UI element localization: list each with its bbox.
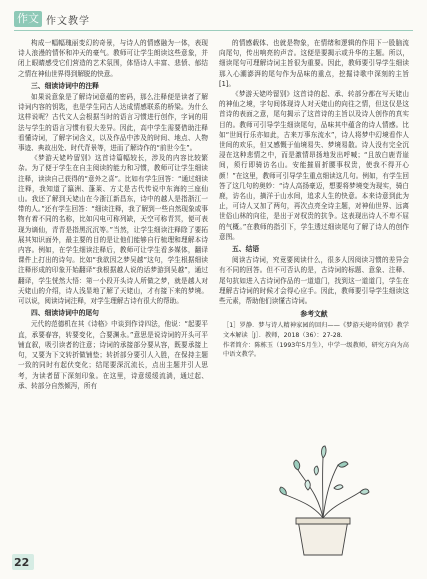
section-heading: 三、细读诗词中的注释 bbox=[31, 81, 99, 90]
section-heading: 五、结语 bbox=[232, 245, 260, 254]
section-heading: 四、细读诗词中的尾句 bbox=[31, 309, 99, 318]
references-heading: 参考文献 bbox=[300, 310, 328, 319]
page-number: 22 bbox=[14, 556, 30, 569]
paragraph: 的情感载体、也就是物象，在情绪和逻辑的作用下一股脑流向尾句，传出响亮的声音。这便是要揭示或升华的主题。所以，细读尾句可理解诗词主旨很为重要。因此，教师要引导学生细读那入心潮澎湃的尾句作为品味的重点，挖掘诗歌中深刻的主旨[1]。 bbox=[219, 39, 409, 88]
paragraph: 《梦游天姥吟留别》这首诗的起、承、转部分都在写天姥山的神仙之境，字句间体现诗人对天姥山的向往之情，但这仅是这首诗的表面之意，尾句揭示了这首诗的主旨以及诗人创作的真实目的。教师可引导学生细读尾句，品味其中蕴含的诗人情感。比如“世间行乐亦如此，古来万事东流水”，诗人将梦中幻境看作人世间的欢乐，但又感慨于仙境易失、梦境易散。诗人没有完全沉浸在这种悲情之中，而是激情昂扬地发出呼喊；“且放白鹿青崖间，须行即骑访名山。安能摧眉折腰事权贵，使我不得开心颜！”在这里，教师可引导学生重点细读这几句。例如，有学生回答了这几句的奥妙：“诗人高扬豪迈，想要将梦境变为现实，骑白鹿，访名山，摘洋于山水间，追求人生的快意。本来诗意到此为止，可诗人又加了两句，再次点亮全诗主题，对神仙世界、远离世俗山林的向往，是出于对权贵的抗争。这表现出诗人不卑不屈的气概。”在教师的指引下，学生透过细读尾句了解了诗人的创作意图。 bbox=[219, 90, 409, 241]
reference-entry: ［1］罗静．梦与诗人精神家园的回归——《梦游天姥吟留别》教学文本解读［J］．教师，2018（36）：27-28． bbox=[223, 322, 409, 340]
paragraph: 如果说意象是了解诗词意蕴的密码，那么注释便是读者了解诗词内容的钥匙，也是学生同古人达成情感联系的桥梁。为什么这样说呢？古代文人会根据当时的语言习惯进行创作，字词的用法与学生的语言习惯有很大差异。因此，高中学生需要借助注释看懂诗词，了解字词含义，以及作品中涉及的时间、地点、人物事迹、典故出处、时代背景等，进而了解诗作的“前世今生”。 bbox=[18, 93, 208, 153]
paragraph: 构成一幅幅瑰丽变幻的奇景，与诗人的情感融为一体，表现诗人浪漫的情怀和冲天的豪气。教师可让学生朗读这些意象，并闭上眼睛感受它们营造的艺术氛围，体悟诗人丰富、悲愤、郁结之情在神仙世界得到解脱的快意。 bbox=[18, 39, 208, 78]
paragraph: 阅读古诗词，究竟要阅读什么，很多人因阅读习惯的差异会有不同的回答。但不可否认的是，古诗词的标题、意象、注释、尾句抗如进入古诗词作品的一道道门，找到这一道道门，学生在理解古诗词的时候才会得心应手。因此，教师要引导学生细读这些元素，帮助他们读懂古诗词。 bbox=[219, 256, 409, 306]
brand-logo: 作文 bbox=[14, 11, 42, 27]
reference-entry: 作者简介：陈栋玉（1993年5月生），中学一级教师，研究方向为高中语文教学。 bbox=[223, 341, 409, 359]
header-divider bbox=[14, 30, 413, 31]
page-header bbox=[14, 10, 90, 28]
section-title: 作文教学 bbox=[46, 15, 90, 27]
left-column bbox=[18, 38, 208, 548]
potted-succulent-illustration bbox=[268, 440, 378, 560]
paragraph: 元代的范德机在其《诗格》中谈到作诗四法，他说：“起要平直，承要春容，转要变化，合要渊永。”意思是说诗词的开头可平铺直叙，吸引读者的注意；诗词的承接部分要从容，既要承接上句，又要为下文转折做铺垫；转折部分要引人入胜，在保持主题一致的同时有起伏变化；结尾要深沉流长，点出主题并引人思考，为读者留下深刻印象。在这里，诗意缓缓流淌，通过起、承、转部分自然倾泻，所有 bbox=[18, 320, 208, 390]
paragraph: 《梦游天姥吟留别》这首诗篇幅较长，涉及的内容比较繁杂。为了便于学生在自主阅读的能力和习惯，教师可让学生细读注释，读读自己获得的“意外之喜”。比如有学生回答：“通过细读注释，我知道了瀛洲、蓬莱、方丈是古代传说中东海的三座仙山。我还了解到天姥山在今浙江新昌东，诗中的越人是指浙江一带的人。”还有学生回答：“细读注释，我了解到一些自然现象或事物有着不同的名称，比如闪电可称列缺，天空可称青冥，便可表现为谪仙，青青是指黑沉沉等。”当然，让学生细读注释除了要拓展其知识面外，最主要的目的是让他们能够自行梳理和理解本诗内容。例如，在学生细读注释后，教师可让学生看多媒体，翻译课件上打出的诗句。比如“我欲因之梦吴越”这句，学生根据细读注释形成的印象开始翻译“我根据越人说的话梦游到吴越”，通过翻译，学生恍然大悟：第一小段开头诗人所做之梦，就是越人对天姥山的介绍，诗人浅显地了解了天姥山，才有接下来的梦境。可以说，阅读诗词注释，对学生理解古诗有很大的帮助。 bbox=[18, 154, 208, 306]
